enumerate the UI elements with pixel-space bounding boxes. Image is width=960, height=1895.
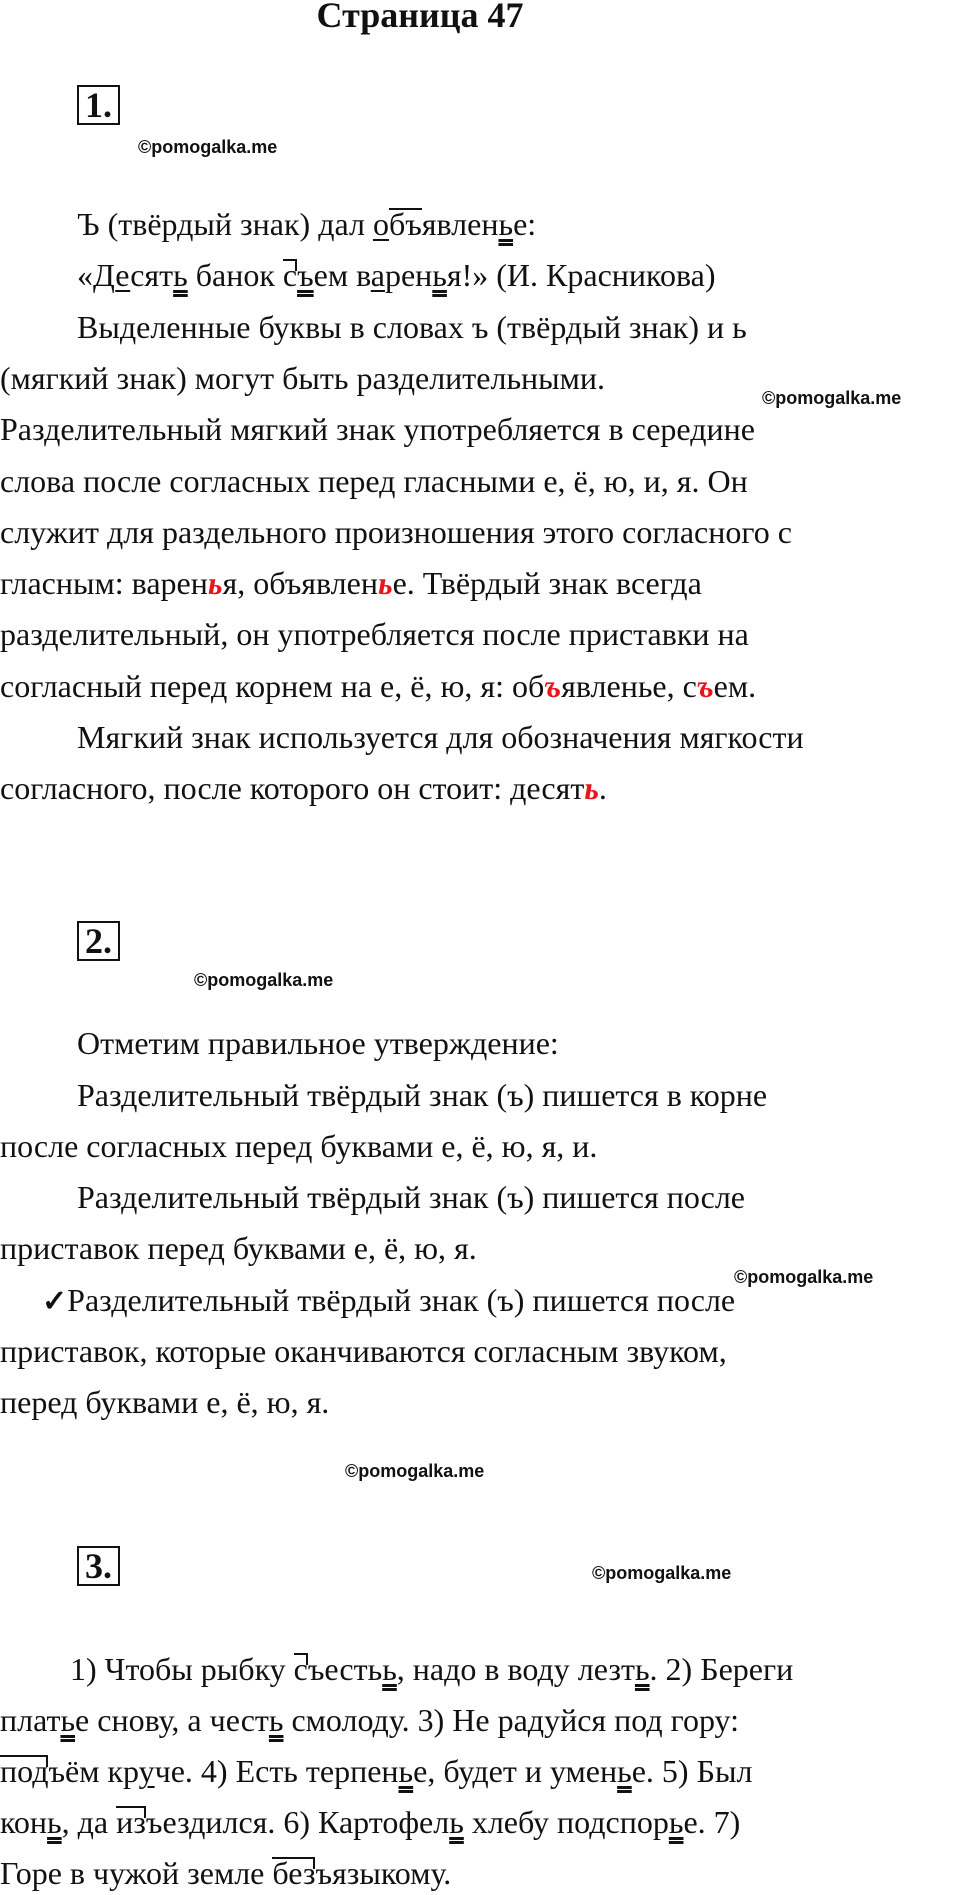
task1-line-11: Мягкий знак используется для обозначения мягкости — [77, 719, 804, 755]
task3-line-5: Горе в чужой земле безъязыкому. — [0, 1855, 452, 1891]
task3-line-4: конь, да изъездился. 6) Картофель хлебу подспорье. 7) — [0, 1804, 741, 1840]
task1-line-6: слова после согласных перед гласными е, ё, ю, и, я. Он — [0, 463, 748, 499]
task1-line-4: (мягкий знак) могут быть разделительными. — [0, 360, 606, 396]
task1-line-5: Разделительный мягкий знак употребляется в середине — [0, 411, 755, 447]
task3-line-3: подъём круче. 4) Есть терпенье, будет и уменье. 5) Был — [0, 1753, 753, 1789]
task2-line-5: приставок перед буквами е, ё, ю, я. — [0, 1230, 477, 1266]
task2-line-7: приставок, которые оканчиваются согласным звуком, — [0, 1333, 727, 1369]
task-1-number: 1. — [77, 84, 120, 126]
task1-line-3: Выделенные буквы в словах ъ (твёрдый знак) и ь — [77, 309, 747, 345]
watermark: ©pomogalka.me — [592, 1563, 732, 1583]
checkmark-icon: ✓ — [42, 1285, 68, 1318]
watermark: ©pomogalka.me — [762, 388, 902, 408]
task1-line-12: согласного, после которого он стоит: десять. — [0, 770, 607, 806]
task1-line-2: «Десять банок съем варенья!» (И. Красникова) — [77, 257, 716, 293]
task1-line-7: служит для раздельного произношения этого согласного с — [0, 514, 792, 550]
watermark: ©pomogalka.me — [734, 1267, 874, 1287]
task-2-number: 2. — [77, 920, 120, 962]
task2-line-1: Отметим правильное утверждение: — [77, 1025, 559, 1061]
task3-line-1: 1) Чтобы рыбку съестьь, надо в воду лезть. 2) Береги — [70, 1651, 794, 1687]
task2-line-3: после согласных перед буквами е, ё, ю, я, и. — [0, 1128, 598, 1164]
task1-line-1: Ъ (твёрдый знак) дал объявленье: — [77, 206, 537, 242]
watermark: ©pomogalka.me — [345, 1461, 485, 1481]
watermark: ©pomogalka.me — [194, 970, 334, 990]
task1-line-8: гласным: варенья, объявленье. Твёрдый знак всегда — [0, 565, 702, 601]
task2-line-2: Разделительный твёрдый знак (ъ) пишется в корне — [77, 1077, 768, 1113]
task2-line-4: Разделительный твёрдый знак (ъ) пишется после — [77, 1179, 745, 1215]
task-3-number: 3. — [77, 1545, 120, 1587]
page-title: Страница 47 — [316, 0, 524, 35]
task3-line-2: платье снову, а честь смолоду. 3) Не радуйся под гору: — [0, 1702, 739, 1738]
task1-line-10: согласный перед корнем на е, ё, ю, я: объявленье, съем. — [0, 668, 757, 704]
task2-line-6: ✓Разделительный твёрдый знак (ъ) пишется после — [42, 1282, 736, 1318]
task2-line-8: перед буквами е, ё, ю, я. — [0, 1384, 330, 1420]
watermark: ©pomogalka.me — [138, 137, 278, 157]
task1-line-9: разделительный, он употребляется после приставки на — [0, 616, 749, 652]
